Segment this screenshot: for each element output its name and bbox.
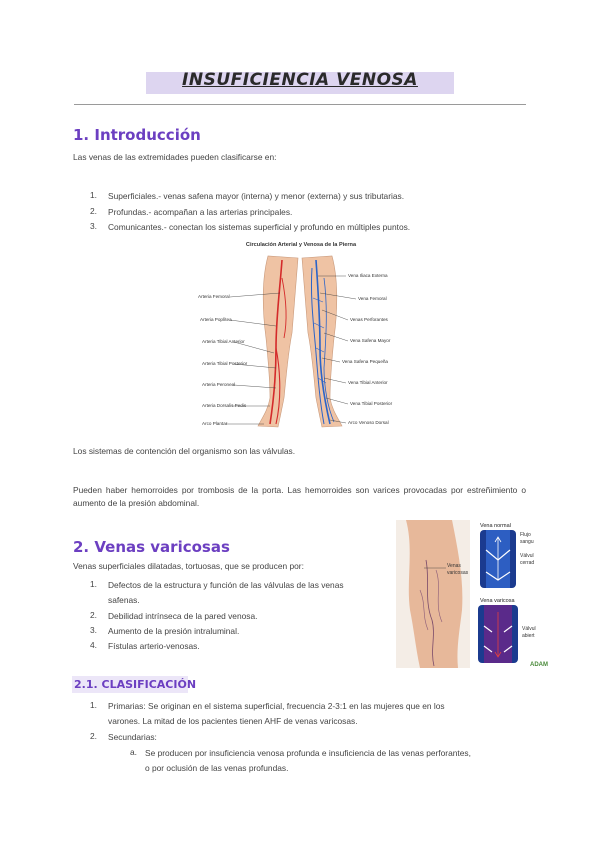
subsection-heading-clasificacion: 2.1. CLASIFICACIÓN (74, 678, 197, 691)
label-arco-venoso-dorsal: Arco Venoso Dorsal (348, 420, 389, 425)
label-arteria-tibial-anterior: Arteria Tibial Anterior (202, 339, 245, 344)
varicose-veins-figure (396, 520, 546, 668)
list-item-continuation: safenas. (108, 595, 140, 605)
adam-logo: ADAM (530, 662, 548, 668)
divider (74, 104, 526, 105)
list-item-secundarias: Secundarias: (108, 732, 157, 742)
list-number: 2. (90, 731, 97, 741)
left-label-group (198, 294, 248, 426)
label-vena-femoral: Vena Femoral (358, 296, 387, 301)
list-item: Defectos de la estructura y función de las válvulas de las venas (108, 580, 344, 590)
list-number: 1. (90, 700, 97, 710)
label-venas: Venas (447, 563, 461, 569)
right-label-group (342, 273, 393, 425)
left-leg (258, 256, 298, 427)
label-abiert: abiert (522, 633, 535, 639)
paragraph-valvulas: Los sistemas de contención del organismo son las válvulas. (73, 446, 296, 456)
varicose-vein-title: Vena varicosa (480, 598, 515, 604)
sublist-item: Se producen por insuficiencia venosa profunda e insuficiencia de las venas perforantes, (145, 748, 471, 758)
page-title: INSUFICIENCIA VENOSA (182, 70, 418, 90)
label-vena-safena-mayor: Vena Safena Mayor (350, 338, 391, 343)
figure-title: Circulación Arterial y Venosa de la Pierna (245, 242, 357, 248)
list-item: Aumento de la presión intraluminal. (108, 626, 240, 636)
label-arteria-peroneal: Arteria Peroneal (202, 382, 236, 387)
label-arco-plantar: Arco Plantar (202, 421, 228, 426)
normal-vein-title: Vena normal (480, 523, 511, 529)
section-heading-varicosas: 2. Venas varicosas (73, 538, 230, 556)
label-vena-tibial-anterior: Vena Tibial Anterior (348, 380, 388, 385)
paragraph-intro: Las venas de las extremidades pueden clasificarse en: (73, 152, 277, 162)
label-arteria-femoral: Arteria Femoral (198, 294, 230, 299)
label-sangu: sangu (520, 539, 534, 545)
paragraph-varicosas-intro: Venas superficiales dilatadas, tortuosas, que se producen por: (73, 561, 304, 571)
label-arteria-dorsalis-pedis: Arteria Dorsalis Pedis (202, 403, 247, 408)
section-heading-intro: 1. Introducción (73, 126, 201, 144)
list-number: 2. (90, 610, 97, 620)
sublist-letter: a. (130, 747, 137, 757)
label-valvul: Válvul (520, 553, 534, 559)
list-number: 2. (90, 206, 97, 216)
list-number: 4. (90, 640, 97, 650)
list-item: Profundas.- acompañan a las arterias principales. (108, 207, 293, 217)
list-item-primarias: Primarias: Se originan en el sistema superficial, frecuencia 2-3:1 en las mujeres que en los (108, 701, 445, 711)
leg-circulation-figure (196, 238, 406, 434)
label-venas-perforantes: Venas Perforantes (350, 317, 388, 322)
list-number: 3. (90, 221, 97, 231)
label-varicosas: varicosas (447, 570, 469, 576)
list-item-primarias-cont: varones. La mitad de los pacientes tienen AHF de venas varicosas. (108, 716, 358, 726)
label-vena-safena-pequena: Vena Safena Pequeña (342, 359, 388, 364)
sublist-item-cont: o por oclusión de las venas profundas. (145, 763, 289, 773)
label-arteria-poplitea: Arteria Poplítea (200, 317, 232, 322)
list-item: Superficiales.- venas safena mayor (interna) y menor (externa) y sus tributarias. (108, 191, 405, 201)
right-leg (302, 256, 342, 427)
list-number: 3. (90, 625, 97, 635)
list-number: 1. (90, 579, 97, 589)
label-cerrad: cerrad (520, 560, 535, 566)
label-vena-tibial-posterior: Vena Tibial Posterior (350, 401, 393, 406)
label-flujo: Flujo (520, 532, 531, 538)
list-number: 1. (90, 190, 97, 200)
label-arteria-tibial-posterior: Arteria Tibial Posterior (202, 361, 248, 366)
list-item: Debilidad intrínseca de la pared venosa. (108, 611, 258, 621)
label-valvul-varicosa: Válvul (522, 626, 536, 632)
list-item: Comunicantes.- conectan los sistemas superficial y profundo en múltiples puntos. (108, 222, 411, 232)
paragraph-hemorroides: Pueden haber hemorroides por trombosis de la porta. Las hemorroides son varices provocadas por estreñimiento o aumento de la presión abdominal. (73, 485, 526, 508)
list-item: Fístulas arterio-venosas. (108, 641, 200, 651)
label-vena-iliaca-externa: Vena Iliaca Externa (348, 273, 388, 278)
